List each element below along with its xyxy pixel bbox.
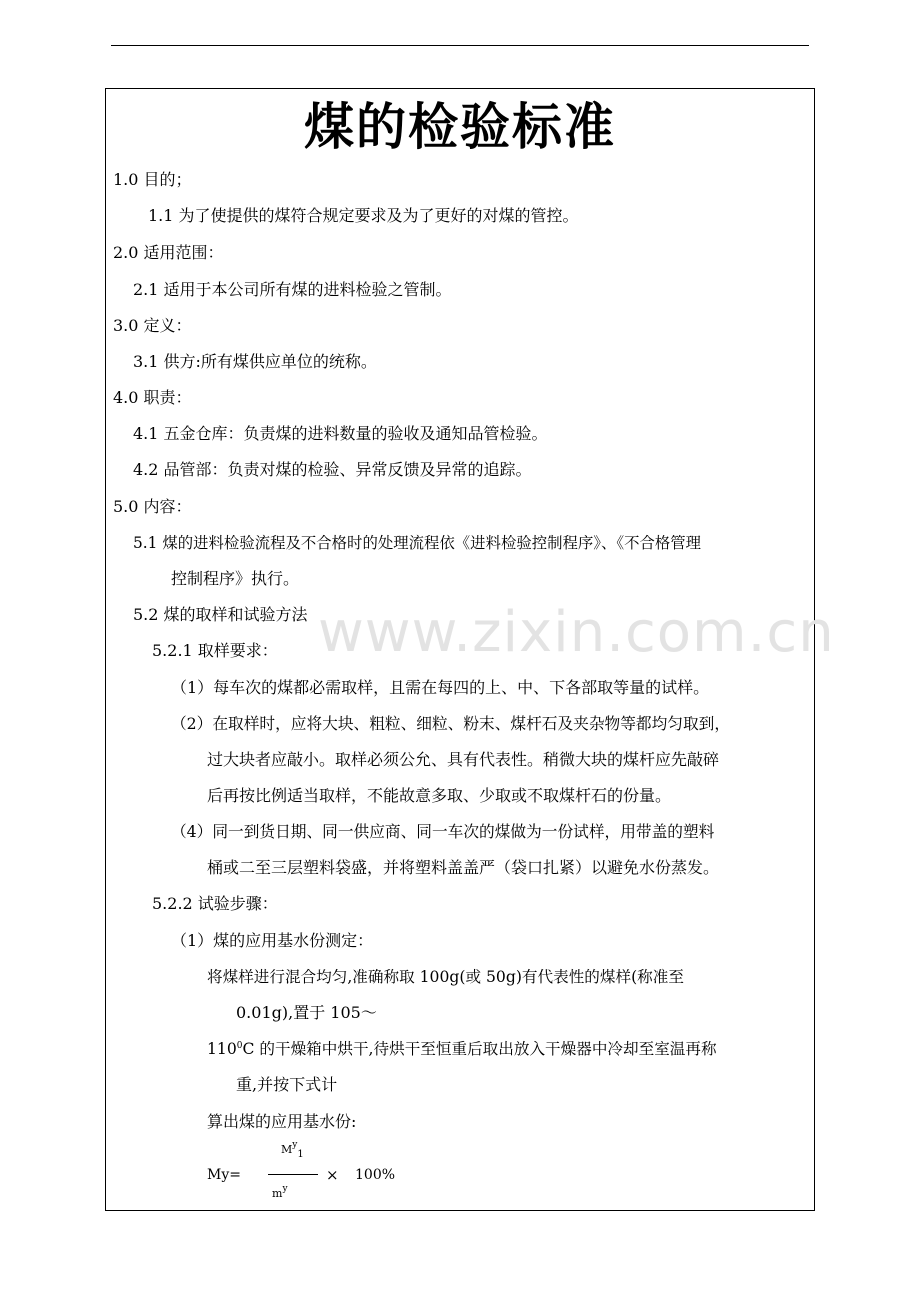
item-5-1: 5.1 煤的进料检验流程及不合格时的处理流程依《进料检验控制程序》、《不合格管理 xyxy=(133,534,702,552)
item-5-1-cont: 控制程序》执行。 xyxy=(171,569,300,588)
test-step-1-text5: 算出煤的应用基水份: xyxy=(207,1112,357,1131)
temp-degree: 0 xyxy=(236,1041,243,1051)
sampling-req-1: （1）每车次的煤都必需取样，且需在每四的上、中、下各部取等量的试样。 xyxy=(171,678,710,697)
item-5-2: 5.2 煤的取样和试验方法 xyxy=(133,605,308,624)
sampling-req-4-cont: 桶或二至三层塑料袋盛，并将塑料盖盖严（袋口扎紧）以避免水份蒸发。 xyxy=(207,858,720,877)
formula-denominator xyxy=(272,1184,288,1202)
sampling-req-2-cont1: 过大块者应敲小。取样必须公允、具有代表性。稍微大块的煤杆应先敲碎 xyxy=(207,750,720,769)
formula-times: × xyxy=(326,1166,339,1184)
item-4-2: 4.2 品管部：负责对煤的检验、异常反馈及异常的追踪。 xyxy=(133,460,532,479)
item-5-2-2: 5.2.2 试验步骤： xyxy=(152,894,278,913)
section-definition: 3.0 定义： xyxy=(113,316,192,335)
test-step-1-text3-rest: C 的干燥箱中烘干,待烘干至恒重后取出放入干燥器中冷却至室温再称 xyxy=(242,1040,717,1058)
item-5-2-1: 5.2.1 取样要求： xyxy=(152,641,278,660)
num-sup: y xyxy=(292,1140,298,1150)
header-rule xyxy=(111,45,809,46)
test-step-1-text2: 0.01g),置于 105～ xyxy=(236,1003,377,1022)
den-base: m xyxy=(272,1187,283,1200)
sampling-req-2-cont2: 后再按比例适当取样，不能故意多取、少取或不取煤杆石的份量。 xyxy=(207,786,672,805)
document-title: 煤的检验标准 xyxy=(304,98,616,156)
sampling-req-2: （2）在取样时，应将大块、粗粒、细粒、粉末、煤杆石及夹杂物等都均匀取到， xyxy=(171,714,731,733)
test-step-1-text1: 将煤样进行混合均匀,准确称取 100g(或 50g)有代表性的煤样(称准至 xyxy=(207,968,684,986)
fraction-bar xyxy=(268,1174,318,1175)
num-sub: 1 xyxy=(297,1149,304,1160)
num-base: M xyxy=(281,1143,293,1156)
test-step-1-text4: 重,并按下式计 xyxy=(236,1075,338,1094)
section-scope: 2.0 适用范围： xyxy=(113,243,224,262)
watermark: www.zixin.com.cn xyxy=(318,600,835,665)
section-purpose: 1.0 目的； xyxy=(113,170,192,189)
item-4-1: 4.1 五金仓库：负责煤的进料数量的验收及通知品管检验。 xyxy=(133,424,548,443)
item-3-1: 3.1 供方:所有煤供应单位的统称。 xyxy=(133,352,377,371)
formula-lhs: My= xyxy=(207,1167,241,1183)
den-sup: y xyxy=(282,1184,288,1194)
sampling-req-4: （4）同一到货日期、同一供应商、同一车次的煤做为一份试样，用带盖的塑料 xyxy=(171,822,715,841)
formula-numerator xyxy=(281,1140,304,1160)
section-responsibility: 4.0 职责： xyxy=(113,388,192,407)
section-content: 5.0 内容： xyxy=(113,497,192,516)
test-step-1: （1）煤的应用基水份测定： xyxy=(171,931,374,950)
item-2-1: 2.1 适用于本公司所有煤的进料检验之管制。 xyxy=(133,280,452,299)
formula-percent: 100% xyxy=(355,1167,396,1183)
item-1-1: 1.1 为了使提供的煤符合规定要求及为了更好的对煤的管控。 xyxy=(148,206,579,225)
test-step-1-text3 xyxy=(207,1039,717,1062)
temp-value: 110 xyxy=(207,1040,237,1058)
